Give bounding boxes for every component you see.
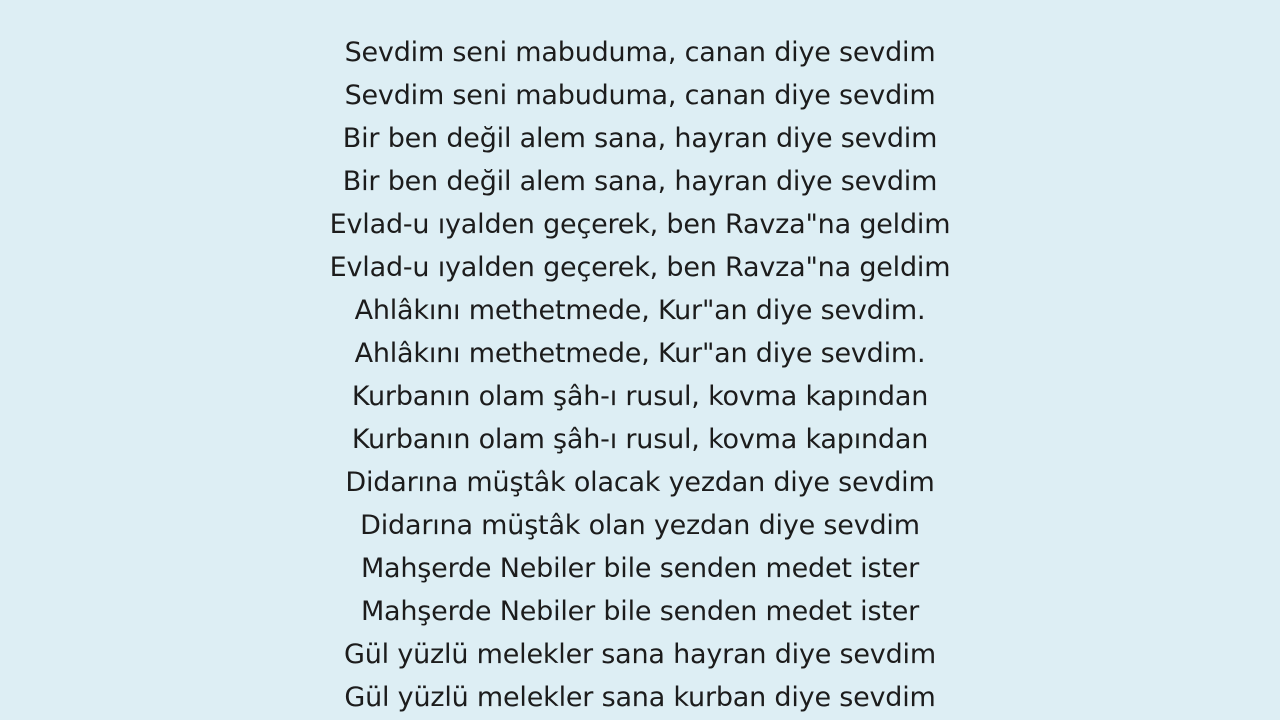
lyric-line: Gül yüzlü melekler sana kurban diye sevdim (344, 682, 936, 713)
lyric-line: Didarına müştâk olan yezdan diye sevdim (360, 510, 920, 541)
lyric-line: Bir ben değil alem sana, hayran diye sevdim (342, 166, 938, 197)
lyric-line: Bir ben değil alem sana, hayran diye sevdim (342, 123, 938, 154)
lyric-line: Evlad-u ıyalden geçerek, ben Ravza"na geldim (329, 209, 951, 240)
lyric-line: Sevdim seni mabuduma, canan diye sevdim (344, 80, 936, 111)
lyric-line: Gül yüzlü melekler sana hayran diye sevdim (344, 639, 936, 670)
lyric-line: Mahşerde Nebiler bile senden medet ister (360, 596, 920, 627)
lyric-line: Ahlâkını methetmede, Kur"an diye sevdim. (354, 338, 926, 369)
lyric-line: Kurbanın olam şâh-ı rusul, kovma kapından (351, 424, 929, 455)
lyrics-list (0, 31, 1280, 719)
lyric-line: Mahşerde Nebiler bile senden medet ister (360, 553, 920, 584)
lyric-line: Kurbanın olam şâh-ı rusul, kovma kapından (351, 381, 929, 412)
lyric-line: Didarına müştâk olacak yezdan diye sevdim (345, 467, 935, 498)
lyric-line: Evlad-u ıyalden geçerek, ben Ravza"na geldim (329, 252, 951, 283)
lyric-line: Sevdim seni mabuduma, canan diye sevdim (344, 37, 936, 68)
lyric-line: Ahlâkını methetmede, Kur"an diye sevdim. (354, 295, 926, 326)
